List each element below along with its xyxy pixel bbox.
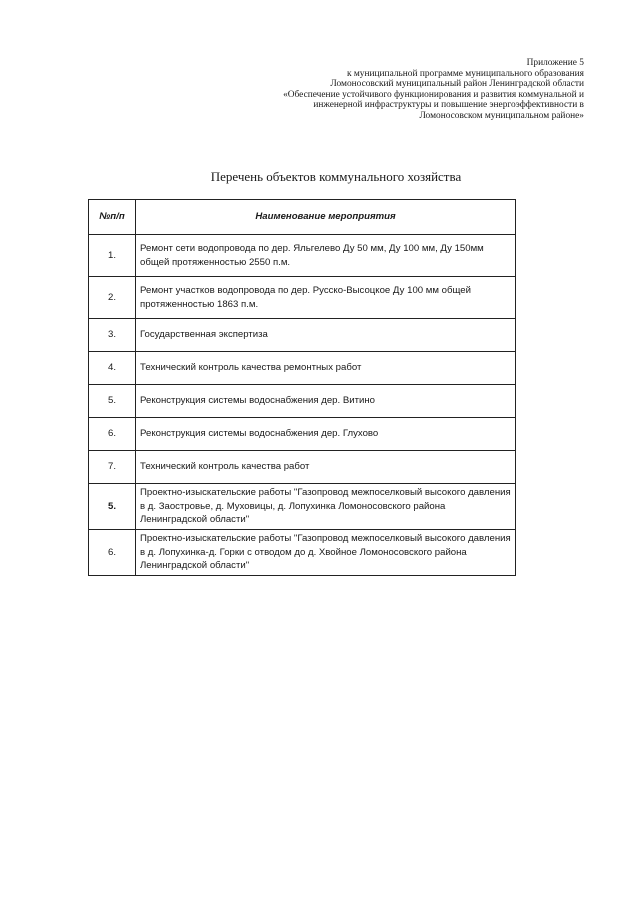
document-title: Перечень объектов коммунального хозяйства bbox=[210, 169, 462, 184]
row-number: 6. bbox=[89, 530, 136, 576]
row-number: 7. bbox=[89, 451, 136, 484]
table-row bbox=[89, 418, 516, 451]
row-name: Реконструкция системы водоснабжения дер. Витино bbox=[136, 385, 516, 418]
row-name: Технический контроль качества ремонтных работ bbox=[136, 352, 516, 385]
row-name: Ремонт сети водопровода по дер. Яльгелево Ду 50 мм, Ду 100 мм, Ду 150мм общей протяженностью 2550 п.м. bbox=[136, 235, 516, 277]
table-row bbox=[89, 385, 516, 418]
row-name: Государственная экспертиза bbox=[136, 319, 516, 352]
row-name: Ремонт участков водопровода по дер. Русско-Высоцкое Ду 100 мм общей протяженностью 1863 п.м. bbox=[136, 277, 516, 319]
table-row bbox=[89, 352, 516, 385]
appendix-line: инженерной инфраструктуры и повышение энергоэффективности в bbox=[313, 100, 584, 111]
header-number: №п/п bbox=[89, 200, 136, 235]
appendix-number: Приложение 5 bbox=[526, 58, 584, 68]
row-name: Проектно-изыскательские работы "Газопровод межпоселковый высокого давления в д. Лопухинка-д. Горки с отводом до д. Хвойное Ломоносовского района Ленинградской области" bbox=[136, 530, 516, 576]
row-number: 1. bbox=[89, 235, 136, 277]
table-row bbox=[89, 530, 516, 576]
appendix-line: Ломоносовский муниципальный район Ленинградской области bbox=[330, 79, 584, 90]
header-name: Наименование мероприятия bbox=[136, 200, 516, 235]
appendix-line: к муниципальной программе муниципального образования bbox=[346, 68, 584, 79]
table-row bbox=[89, 235, 516, 277]
row-number: 3. bbox=[89, 319, 136, 352]
row-number: 6. bbox=[89, 418, 136, 451]
table-row bbox=[89, 484, 516, 530]
appendix-line: «Обеспечение устойчивого функционирования и развития коммунальной и bbox=[283, 89, 584, 100]
row-number: 4. bbox=[89, 352, 136, 385]
row-number: 2. bbox=[89, 277, 136, 319]
row-name: Технический контроль качества работ bbox=[136, 451, 516, 484]
row-name: Реконструкция системы водоснабжения дер. Глухово bbox=[136, 418, 516, 451]
row-number: 5. bbox=[89, 484, 136, 530]
row-name: Проектно-изыскательские работы "Газопровод межпоселковый высокого давления в д. Заостровье, д. Муховицы, д. Лопухинка Ломоносовского района Ленинградской области" bbox=[136, 484, 516, 530]
appendix-line: Ломоносовском муниципальном районе» bbox=[419, 110, 584, 121]
row-number: 5. bbox=[89, 385, 136, 418]
table-row bbox=[89, 319, 516, 352]
appendix-header bbox=[283, 58, 584, 122]
objects-table bbox=[88, 199, 516, 576]
table-row bbox=[89, 451, 516, 484]
table-header-row bbox=[89, 200, 516, 235]
table-row bbox=[89, 277, 516, 319]
